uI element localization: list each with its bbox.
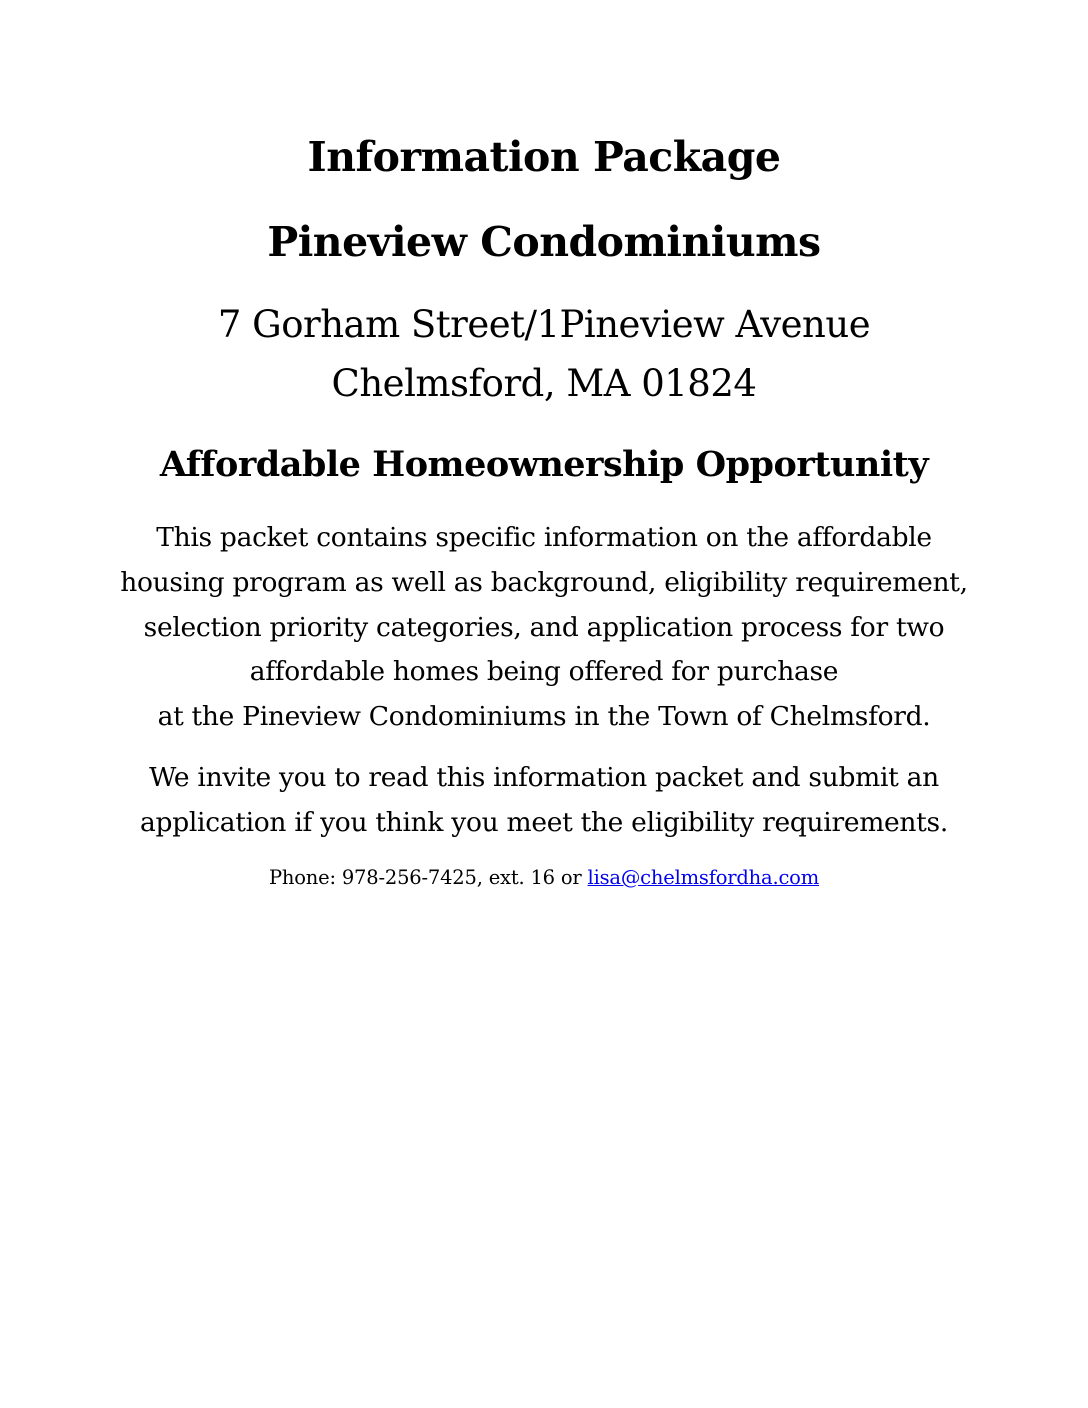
paragraph-line: at the Pineview Condominiums in the Town of Chelmsford.: [157, 701, 931, 732]
paragraph-line: application if you think you meet the eligibility requirements.: [140, 807, 948, 838]
paragraph-line: housing program as well as background, eligibility requirement,: [120, 567, 968, 598]
opportunity-heading: Affordable Homeownership Opportunity: [159, 444, 929, 485]
document-title: Information Package: [307, 133, 781, 181]
email-link[interactable]: lisa@chelmsfordha.com: [587, 866, 820, 889]
phone-text: Phone: 978-256-7425, ext. 16 or: [268, 866, 588, 889]
city-state-zip: Chelmsford, MA 01824: [331, 362, 757, 405]
property-name: Pineview Condominiums: [267, 218, 821, 266]
paragraph-line: This packet contains specific information on the affordable: [156, 522, 932, 553]
paragraph-line: selection priority categories, and application process for two: [143, 612, 945, 643]
paragraph-line: We invite you to read this information packet and submit an: [149, 762, 939, 793]
street-address: 7 Gorham Street/1Pineview Avenue: [217, 303, 871, 346]
contact-line: [0, 866, 1088, 889]
paragraph-line: affordable homes being offered for purchase: [249, 656, 839, 687]
